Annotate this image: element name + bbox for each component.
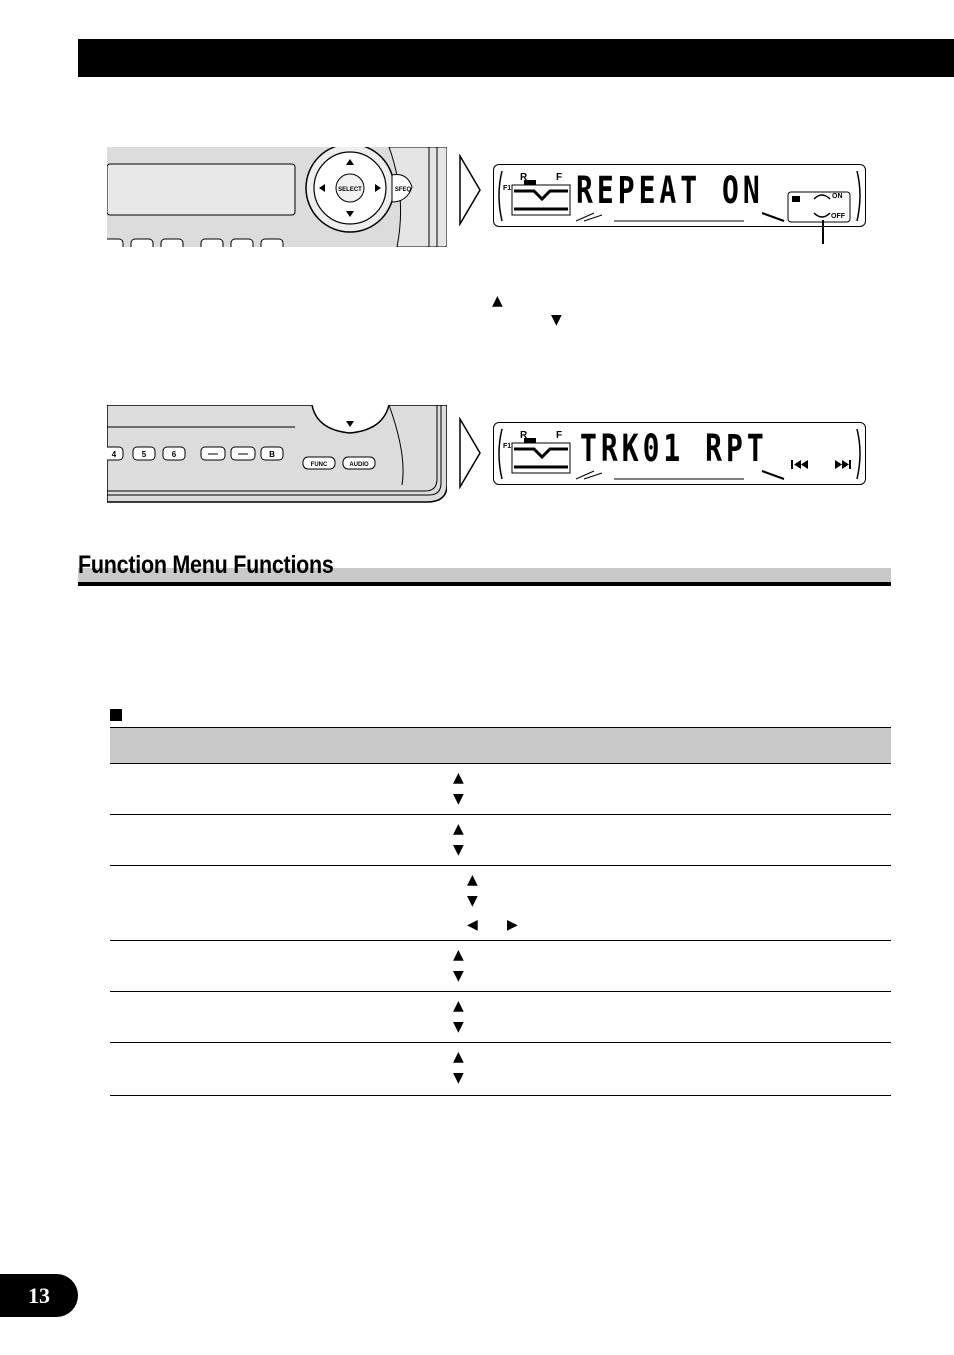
chevron-right-icon bbox=[458, 417, 482, 489]
sfeq-button-label: SFEQ bbox=[394, 187, 412, 193]
up-arrow-icon: ▲ bbox=[492, 293, 503, 309]
display-text: TRK01 RPT bbox=[580, 426, 768, 471]
down-arrow-icon: ▼ bbox=[453, 842, 464, 858]
table-row bbox=[110, 815, 891, 866]
square-bullet-icon bbox=[110, 709, 122, 721]
up-arrow-icon: ▲ bbox=[453, 1049, 464, 1065]
lcd-display-track-repeat bbox=[493, 422, 866, 485]
down-arrow-icon: ▼ bbox=[467, 893, 478, 909]
function-table bbox=[110, 727, 891, 1096]
lcd-display-repeat bbox=[493, 164, 866, 227]
table-row bbox=[110, 1043, 891, 1096]
up-arrow-icon: ▲ bbox=[453, 998, 464, 1014]
section-title: Function Menu Functions bbox=[78, 551, 334, 579]
page-number: 13 bbox=[0, 1274, 78, 1317]
display-label-r: R bbox=[520, 172, 528, 183]
select-button-label: SELECT bbox=[338, 187, 362, 193]
section-heading bbox=[78, 551, 891, 587]
up-arrow-icon: ▲ bbox=[467, 872, 478, 888]
head-unit-illustration-1 bbox=[107, 147, 447, 247]
display-label-f: F bbox=[556, 430, 563, 441]
head-unit-illustration-2 bbox=[107, 405, 447, 504]
down-arrow-icon: ▼ bbox=[551, 312, 562, 328]
up-arrow-icon: ▲ bbox=[453, 770, 464, 786]
display-label-off: OFF bbox=[831, 213, 845, 220]
header-bar bbox=[78, 39, 954, 77]
func-button-label: FUNC bbox=[310, 462, 328, 468]
up-arrow-icon: ▲ bbox=[453, 821, 464, 837]
table-row bbox=[110, 941, 891, 992]
display-label-f1: F1 bbox=[503, 443, 512, 450]
table-row bbox=[110, 764, 891, 815]
audio-button-label: AUDIO bbox=[349, 462, 369, 468]
preset-6-label: 6 bbox=[171, 450, 177, 459]
display-label-r: R bbox=[520, 430, 528, 441]
down-arrow-icon: ▼ bbox=[453, 791, 464, 807]
callout-line bbox=[822, 220, 824, 244]
table-row bbox=[110, 866, 891, 941]
preset-5-label: 5 bbox=[141, 450, 147, 459]
display-label-on: ON bbox=[832, 193, 843, 200]
chevron-right-icon bbox=[458, 154, 482, 226]
up-arrow-icon: ▲ bbox=[453, 947, 464, 963]
display-label-f1: F1 bbox=[503, 185, 512, 192]
down-arrow-icon: ▼ bbox=[453, 1019, 464, 1035]
display-text: REPEAT ON bbox=[576, 168, 764, 213]
table-header bbox=[110, 727, 891, 764]
down-arrow-icon: ▼ bbox=[453, 1070, 464, 1086]
previous-track-icon bbox=[791, 460, 808, 469]
down-arrow-icon: ▼ bbox=[453, 968, 464, 984]
display-label-f: F bbox=[556, 172, 563, 183]
band-button-label: B bbox=[269, 450, 275, 459]
next-track-icon bbox=[835, 460, 851, 469]
right-arrow-icon: ▶ bbox=[507, 917, 518, 933]
left-arrow-icon: ◀ bbox=[467, 917, 478, 933]
table-row bbox=[110, 992, 891, 1043]
preset-4-label: 4 bbox=[111, 450, 117, 459]
